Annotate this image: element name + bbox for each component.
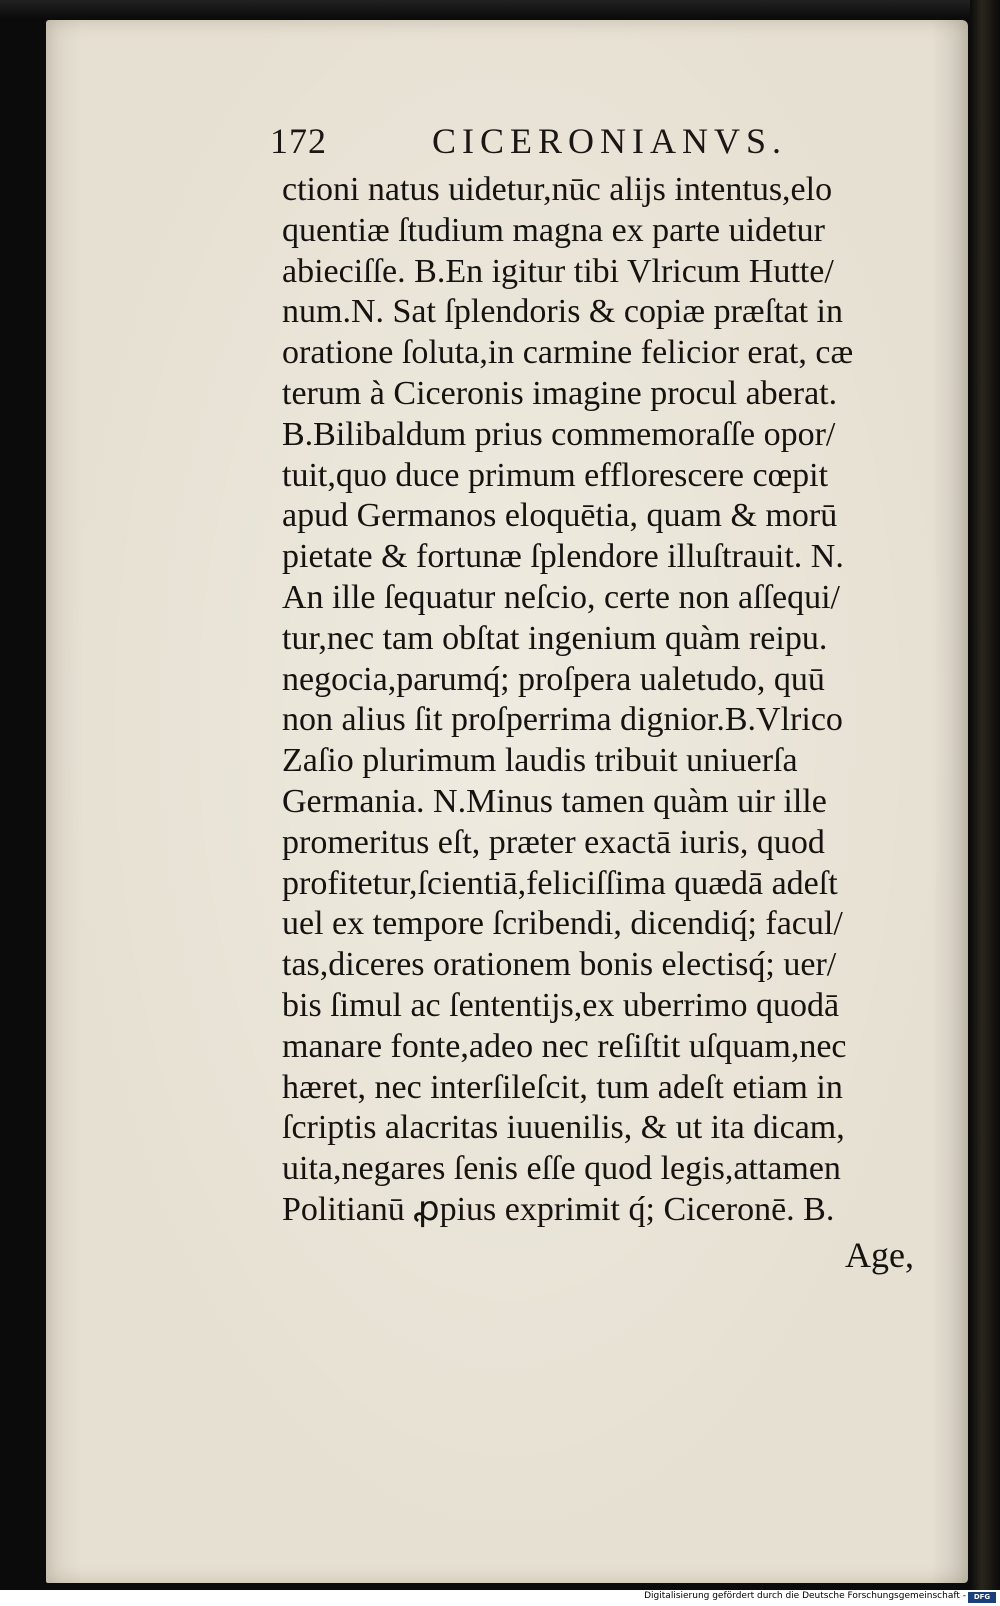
dfg-logo-icon: DFG xyxy=(968,1592,996,1603)
text-line: profitetur,ſcientiā,feliciſſima quædā adeſt xyxy=(282,864,838,902)
text-line: pietate & fortunæ ſplendore illuſtrauit. N. xyxy=(282,538,844,576)
text-line: Politianū ꝓpius exprimit q́; Ciceronē. B. xyxy=(282,1190,835,1228)
book-edge xyxy=(970,0,1000,1590)
text-line: manare fonte,adeo nec reſiſtit uſquam,nec xyxy=(282,1027,847,1065)
digitization-credit: Digitalisierung gefördert durch die Deutsche Forschungsgemeinschaft - xyxy=(644,1591,966,1601)
text-line: uita,negares ſenis eſſe quod legis,attamen xyxy=(282,1150,841,1188)
text-line: Zaſio plurimum laudis tribuit uniuerſa xyxy=(282,742,798,780)
text-line: promeritus eſt, præter exactā iuris, quod xyxy=(282,823,825,861)
text-line: B.Bilibaldum prius commemoraſſe opor/ xyxy=(282,415,836,453)
text-line: tur,nec tam obſtat ingenium quàm reipu. xyxy=(282,619,828,657)
text-line: negocia,parumq́; proſpera ualetudo, quū xyxy=(282,660,825,698)
text-line: abieciſſe. B.En igitur tibi Vlricum Hutte/ xyxy=(282,252,834,290)
text-line: hæret, nec interſileſcit, tum adeſt etiam in xyxy=(282,1068,843,1106)
text-line: tas,diceres orationem bonis electisq́; uer/ xyxy=(282,946,837,984)
text-line: quentiæ ſtudium magna ex parte uidetur xyxy=(282,211,825,249)
text-line: oratione ſoluta,in carmine felicior erat, cæ xyxy=(282,334,854,372)
text-line: bis ſimul ac ſententijs,ex uberrimo quodā xyxy=(282,986,840,1024)
text-line: uel ex tempore ſcribendi, dicendiq́; facul/ xyxy=(282,905,843,943)
text-line: ſcriptis alacritas iuuenilis, & ut ita dicam, xyxy=(282,1109,845,1147)
page-number: 172 xyxy=(270,121,327,161)
scan-border-top xyxy=(0,0,1000,18)
text-line: An ille ſequatur neſcio, certe non aſſequi/ xyxy=(282,578,840,616)
text-line: terum à Ciceronis imagine procul aberat. xyxy=(282,374,838,412)
page-header xyxy=(270,120,830,164)
text-line: Germania. N.Minus tamen quàm uir ille xyxy=(282,782,827,820)
text-line: apud Germanos eloquētia, quam & morū xyxy=(282,497,838,535)
catchword: Age, xyxy=(845,1235,914,1275)
text-line: tuit,quo duce primum efflorescere cœpit xyxy=(282,456,829,494)
text-line: num.N. Sat ſplendoris & copiæ præſtat in xyxy=(282,293,843,331)
text-line: non alius ſit proſperrima dignior.B.Vlrico xyxy=(282,701,843,739)
running-title: CICERONIANVS. xyxy=(432,121,788,161)
page-body-text xyxy=(282,170,924,1231)
text-line: ctioni natus uidetur,nūc alijs intentus,elo xyxy=(282,171,833,208)
